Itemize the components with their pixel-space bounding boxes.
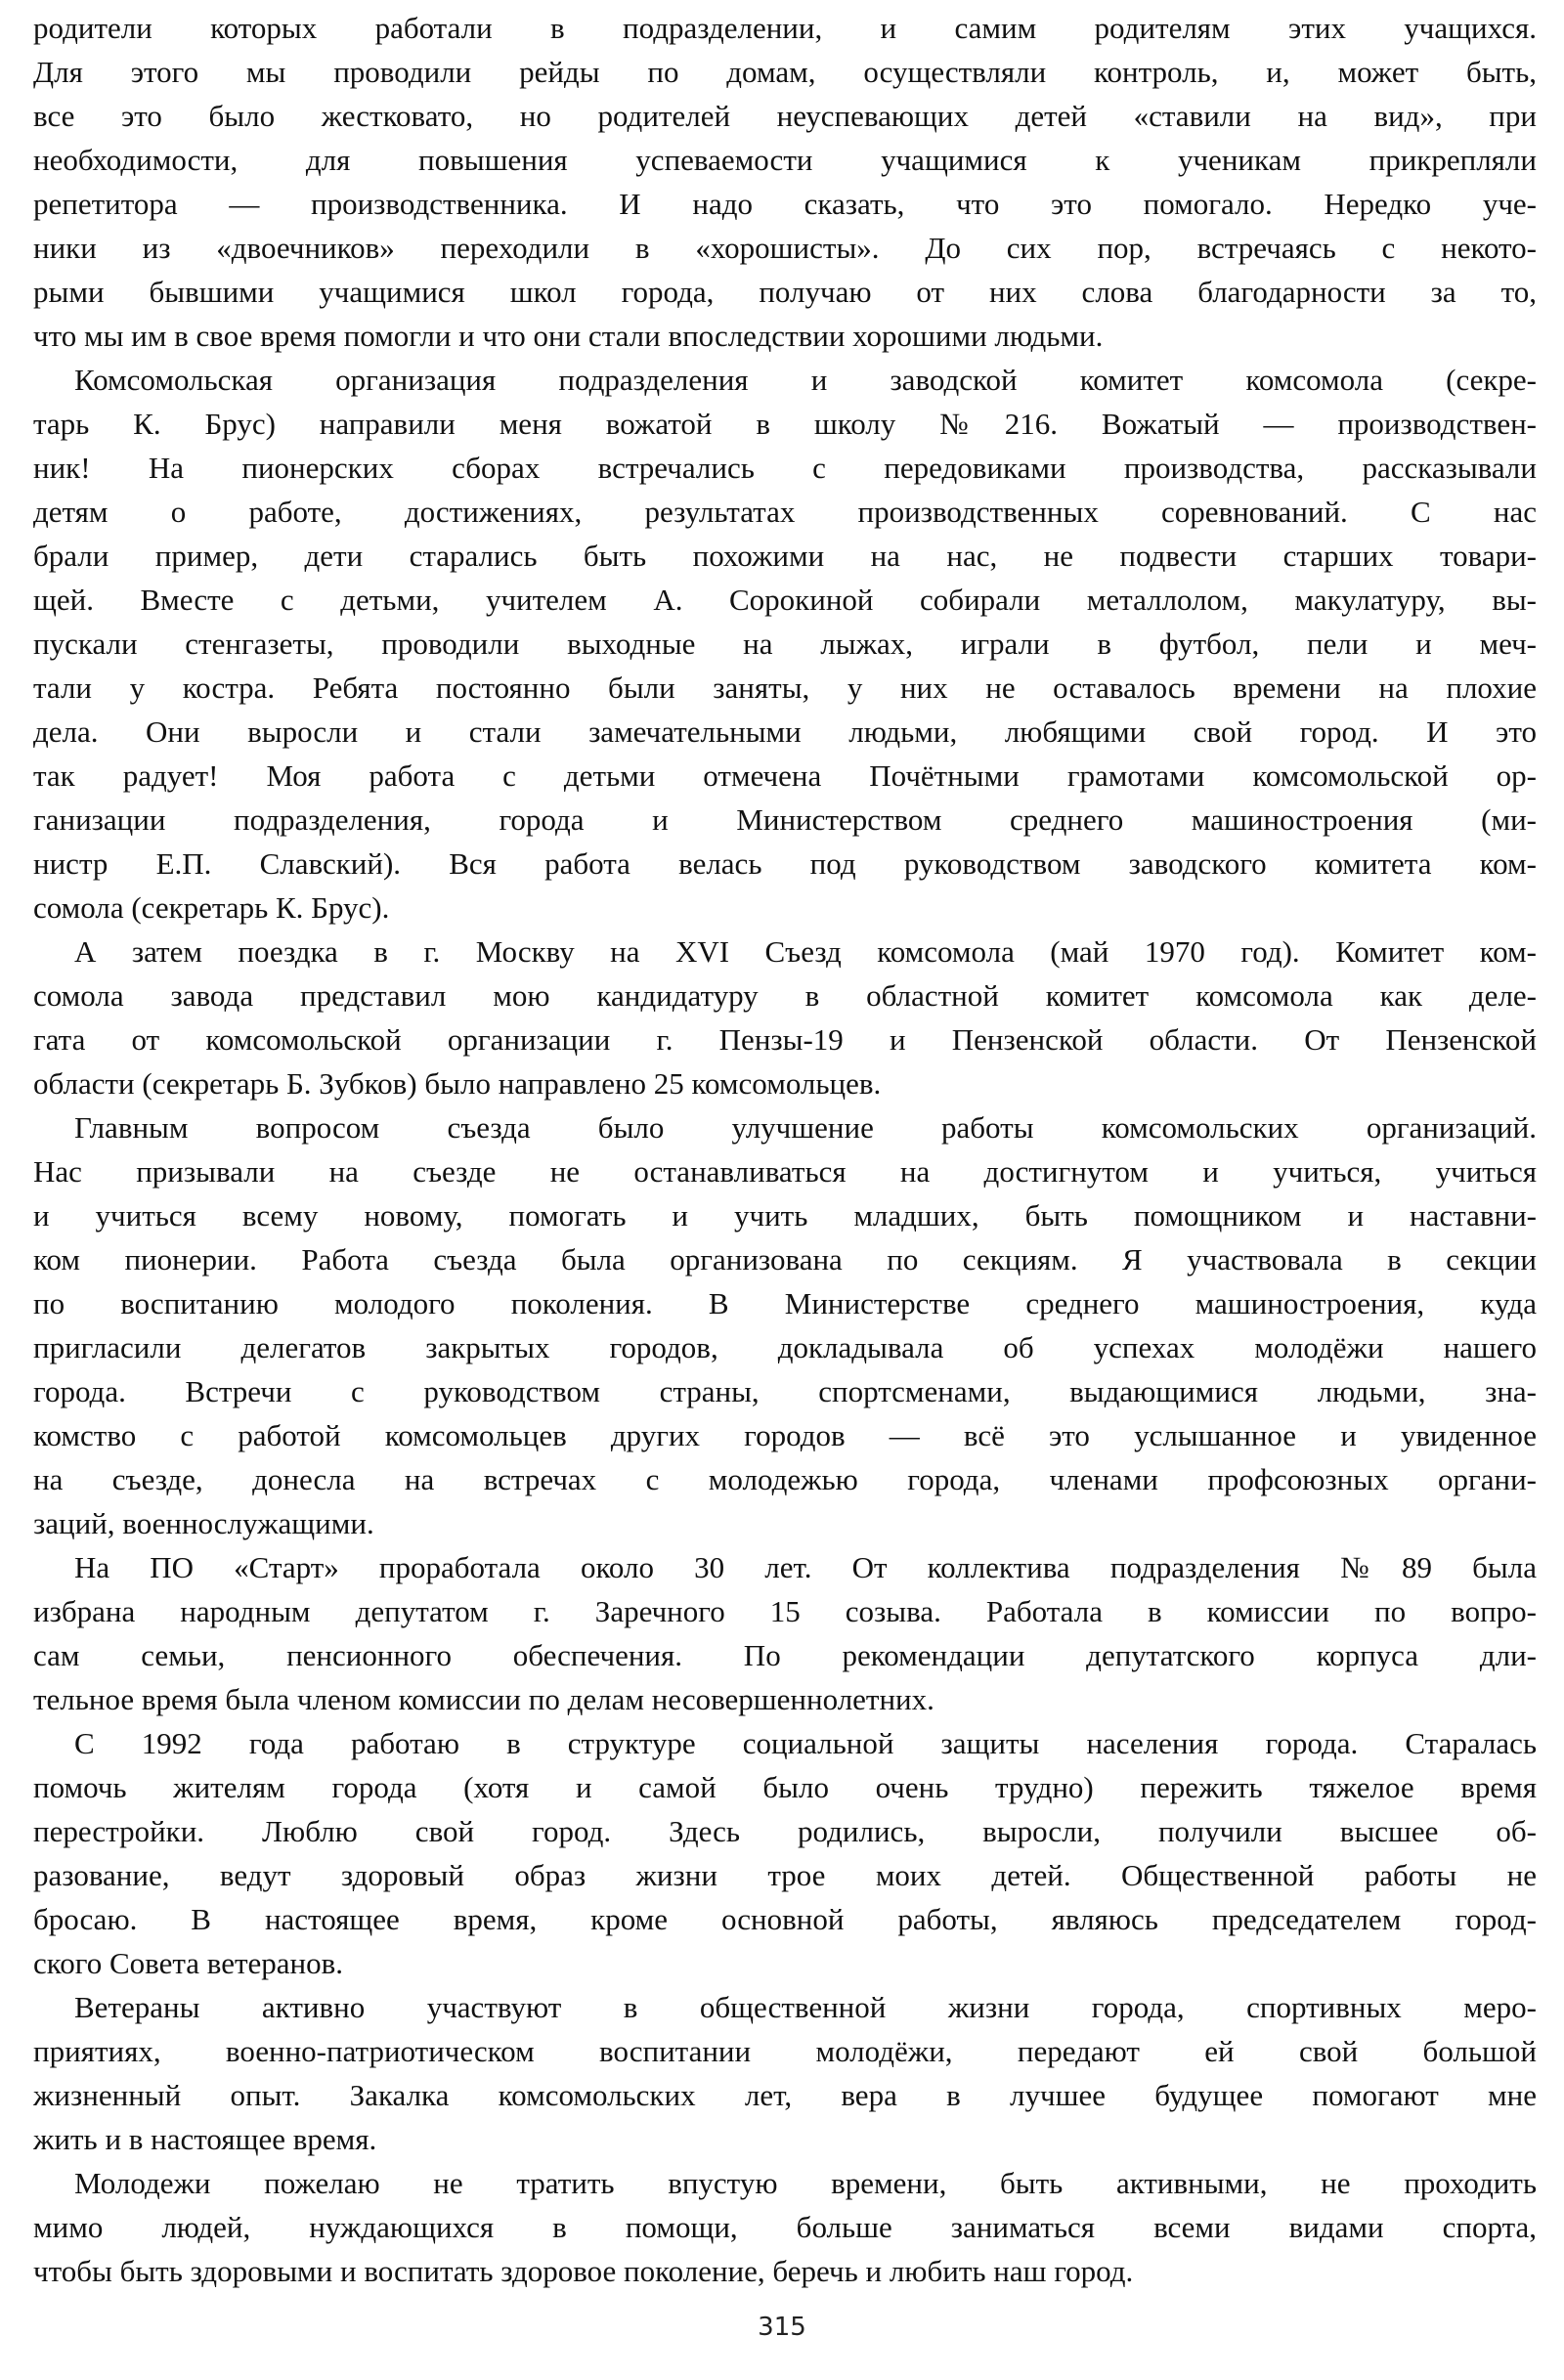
paragraph [33,1985,1537,2161]
text-line: гата от комсомольской организации г. Пензы-19 и Пензенской области. От Пензенской [33,1022,1537,1057]
text-line: ком пионерии. Работа съезда была организована по секциям. Я участвовала в секции [33,1242,1537,1277]
text-line: репетитора — производственника. И надо сказать, что это помогало. Нередко уче- [33,187,1537,221]
text-line: Комсомольская организация подразделения и заводской комитет комсомола (секре- [74,363,1537,397]
text-line: области (секретарь Б. Зубков) было направлено 25 комсомольцев. [33,1066,882,1101]
paragraph [33,1721,1537,1985]
paragraph [33,1105,1537,1545]
text-line: детям о работе, достижениях, результатах производственных соревнований. С нас [33,495,1537,529]
text-line: избрана народным депутатом г. Заречного 15 созыва. Работала в комиссии по вопро- [33,1594,1537,1628]
text-line: все это было жестковато, но родителей неуспевающих детей «ставили на вид», при [33,99,1537,133]
text-line: необходимости, для повышения успеваемости учащимися к ученикам прикрепляли [33,143,1537,177]
text-line: заций, военнослужащими. [33,1506,374,1540]
text-line: нистр Е.П. Славский). Вся работа велась под руководством заводского комитета ком- [33,846,1537,881]
page-number: 315 [758,2313,806,2342]
text-line: чтобы быть здоровыми и воспитать здоровое поколение, беречь и любить наш город. [33,2254,1134,2288]
text-line: пригласили делегатов закрытых городов, докладывала об успехах молодёжи нашего [33,1330,1537,1364]
paragraph [33,358,1537,930]
text-line: мимо людей, нуждающихся в помощи, больше заниматься всеми видами спорта, [33,2210,1537,2244]
text-line: Нас призывали на съезде не останавливаться на достигнутом и учиться, учиться [33,1154,1537,1189]
text-line: тарь К. Брус) направили меня вожатой в школу №216. Вожатый — производствен- [33,407,1537,441]
text-line: Молодежи пожелаю не тратить впустую времени, быть активными, не проходить [74,2166,1537,2200]
text-line: ники из «двоечников» переходили в «хорошисты». До сих пор, встречаясь с некото- [33,231,1537,265]
text-line: комство с работой комсомольцев других городов — всё это услышанное и увиденное [33,1418,1537,1452]
paragraph [33,930,1537,1105]
text-line: жизненный опыт. Закалка комсомольских лет, вера в лучшее будущее помогают мне [33,2078,1537,2112]
text-line: перестройки. Люблю свой город. Здесь родились, выросли, получили высшее об- [33,1814,1537,1848]
text-line: сомола (секретарь К. Брус). [33,890,390,925]
text-line: ник! На пионерских сборах встречались с передовиками производства, рассказывали [33,451,1537,485]
text-line: жить и в настоящее время. [33,2122,377,2156]
text-line: тельное время была членом комиссии по делам несовершеннолетних. [33,1682,934,1716]
text-line: бросаю. В настоящее время, кроме основной работы, являюсь председателем город- [33,1902,1537,1936]
text-line: А затем поездка в г. Москву на XVI Съезд комсомола (май 1970 год). Комитет ком- [74,934,1537,969]
text-line: сам семьи, пенсионного обеспечения. По рекомендации депутатского корпуса дли- [33,1638,1537,1672]
text-line: На ПО «Старт» проработала около 30 лет. От коллектива подразделения №89 была [74,1550,1537,1584]
text-line: ганизации подразделения, города и Министерством среднего машиностроения (ми- [33,802,1537,837]
text-line: и учиться всему новому, помогать и учить младших, быть помощником и наставни- [33,1198,1537,1233]
text-line: города. Встречи с руководством страны, спортсменами, выдающимися людьми, зна- [33,1374,1537,1408]
page-body [33,6,1537,2293]
text-line: тали у костра. Ребята постоянно были заняты, у них не оставалось времени на плохие [33,671,1537,705]
text-line: на съезде, донесла на встречах с молодежью города, членами профсоюзных органи- [33,1462,1537,1496]
text-line: С 1992 года работаю в структуре социальной защиты населения города. Старалась [74,1726,1537,1760]
paragraph [33,6,1537,358]
text-line: что мы им в свое время помогли и что они стали впоследствии хорошими людьми. [33,319,1104,353]
text-line: Для этого мы проводили рейды по домам, осуществляли контроль, и, может быть, [33,55,1537,89]
text-line: приятиях, военно-патриотическом воспитании молодёжи, передают ей свой большой [33,2034,1537,2068]
text-line: Ветераны активно участвуют в общественной жизни города, спортивных меро- [74,1990,1537,2024]
text-line: разование, ведут здоровый образ жизни трое моих детей. Общественной работы не [33,1858,1537,1892]
text-line: ского Совета ветеранов. [33,1946,344,1980]
text-line: родители которых работали в подразделении, и самим родителям этих учащихся. [33,11,1537,45]
text-line: Главным вопросом съезда было улучшение работы комсомольских организаций. [74,1110,1537,1145]
paragraph [33,1545,1537,1721]
text-line: по воспитанию молодого поколения. В Министерстве среднего машиностроения, куда [33,1286,1537,1320]
text-line: щей. Вместе с детьми, учителем А. Сорокиной собирали металлолом, макулатуру, вы- [33,583,1537,617]
text-line: пускали стенгазеты, проводили выходные на лыжах, играли в футбол, пели и меч- [33,627,1537,661]
text-line: дела. Они выросли и стали замечательными людьми, любящими свой город. И это [33,714,1537,749]
text-line: так радует! Моя работа с детьми отмечена Почётными грамотами комсомольской ор- [33,758,1537,793]
text-line: рыми бывшими учащимися школ города, получаю от них слова благодарности за то, [33,275,1537,309]
text-line: брали пример, дети старались быть похожими на нас, не подвести старших товари- [33,539,1537,573]
text-line: сомола завода представил мою кандидатуру в областной комитет комсомола как деле- [33,978,1537,1013]
paragraph [33,2161,1537,2293]
text-line: помочь жителям города (хотя и самой было очень трудно) пережить тяжелое время [33,1770,1537,1804]
